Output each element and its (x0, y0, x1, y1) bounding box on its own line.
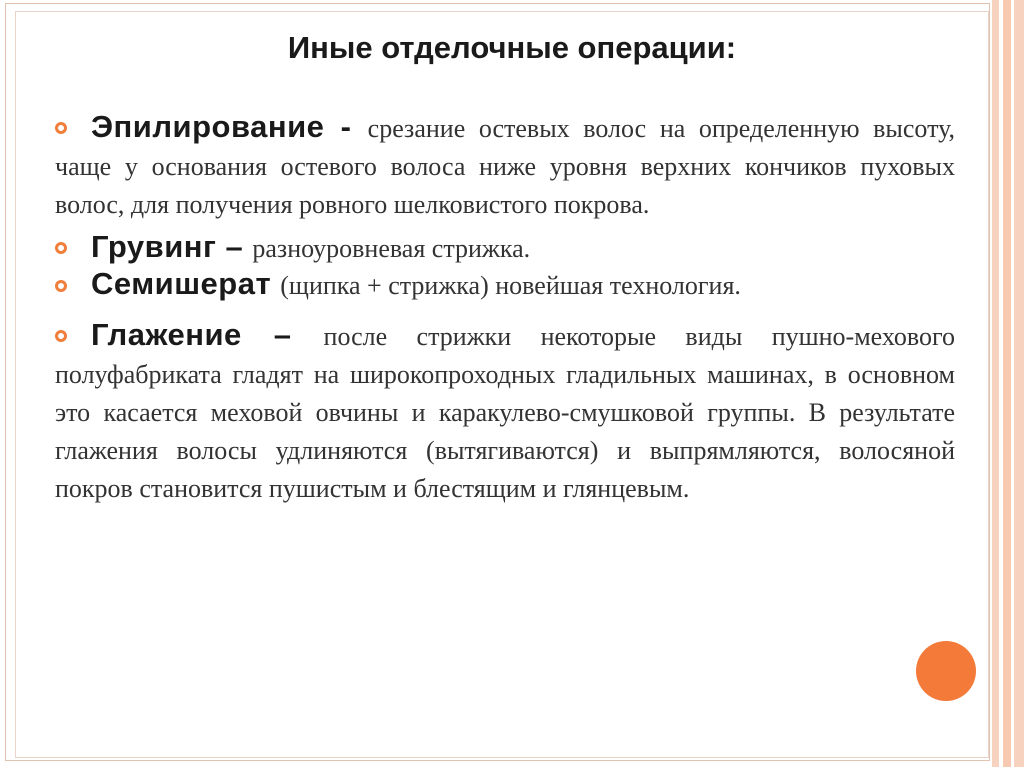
bullet-circle-icon (55, 242, 67, 254)
definition-epilation: срезание остевых волос на определенную высоту, чаще у основания остевого волоса ниже уровня верхних кончиков пуховых волос, для получения ровного шелковистого покрова. (55, 114, 956, 219)
definition-ironing: после стрижки некоторые виды пушно-мехового полуфабриката гладят на широкопроходных гладильных машинах, в основном это касается меховой овчины и каракулево-смушковой группы. В результате глажения волосы удлиняются (вытягиваются) и выпрямляются, волосяной покров становится пушистым и блестящим и глянцевым. (55, 322, 955, 503)
list-item-grooving (55, 228, 955, 268)
bullet-list (55, 108, 955, 508)
right-border-stripe (1014, 0, 1024, 767)
term-ironing: Глажение – (91, 317, 324, 352)
decorative-orange-circle-icon (916, 641, 976, 701)
term-semisherat: Семишерат (91, 266, 281, 301)
bullet-circle-icon (55, 280, 67, 292)
list-item-ironing (55, 316, 955, 508)
bullet-circle-icon (55, 122, 67, 134)
slide-title: Иные отделочные операции: (287, 30, 737, 65)
definition-grooving: разноуровневая стрижка. (252, 234, 531, 263)
term-epilation: Эпилирование - (91, 109, 368, 144)
term-grooving: Грувинг – (91, 229, 253, 264)
bullet-circle-icon (55, 330, 67, 342)
list-item-semisherat (55, 268, 955, 302)
list-item-epilation (55, 108, 955, 224)
definition-semisherat: (щипка + стрижка) новейшая технология. (280, 271, 741, 300)
right-border-stripe (1003, 0, 1011, 767)
right-border-stripe (992, 0, 999, 767)
